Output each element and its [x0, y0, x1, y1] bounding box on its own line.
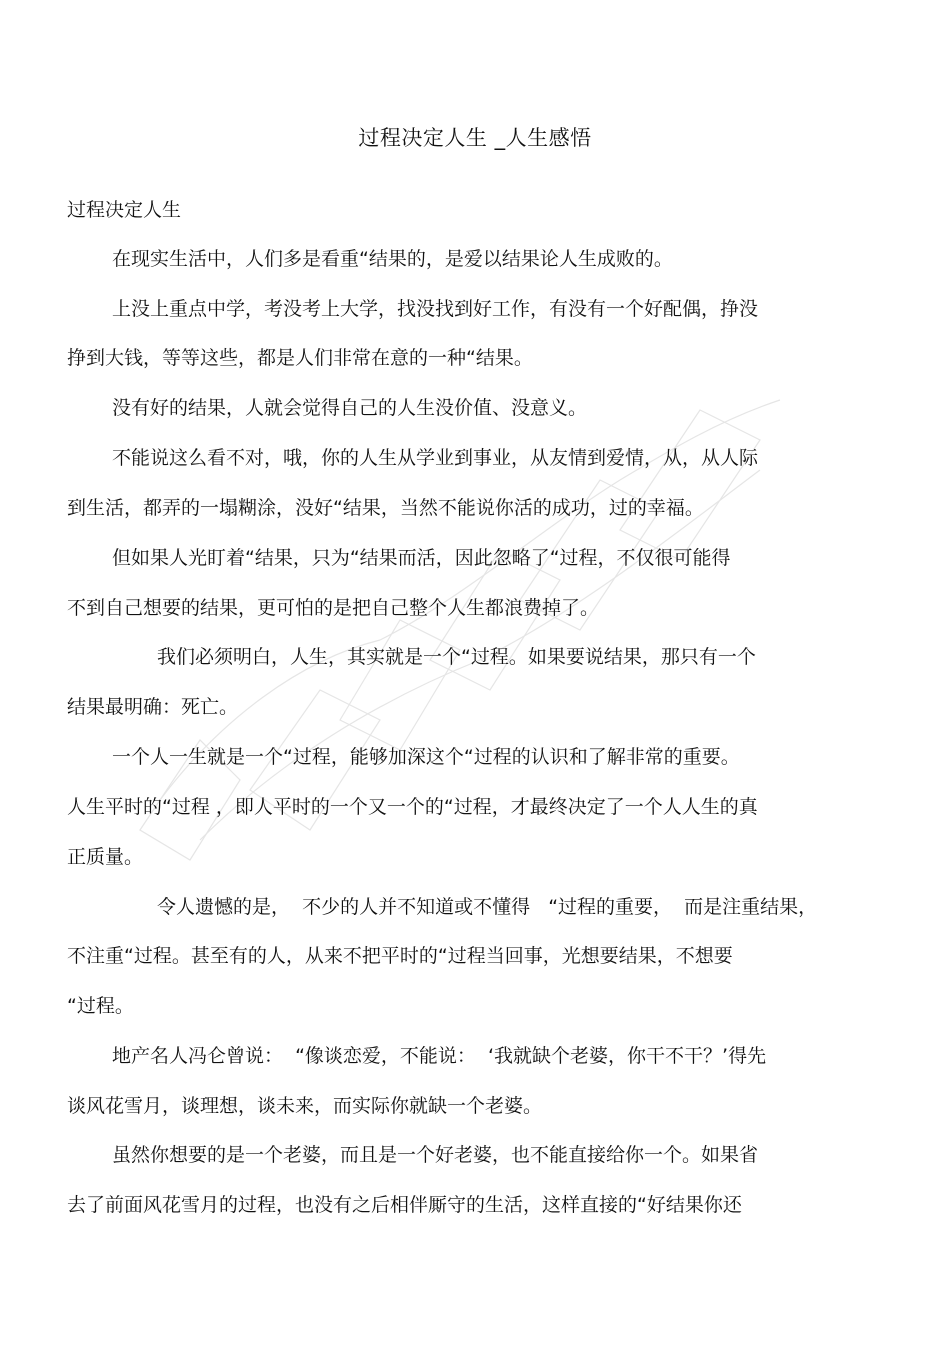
- paragraph-line: 不能说这么看不对，哦，你的人生从学业到事业，从友情到爱情，从，从人际: [112, 447, 759, 469]
- paragraph-line: 但如果人光盯着“结果，只为“结果而活，因此忽略了“过程，不仅很可能得: [112, 547, 731, 569]
- paragraph-line: “过程。: [67, 995, 134, 1017]
- paragraph-line: 虽然你想要的是一个老婆，而且是一个好老婆，也不能直接给你一个。如果省: [112, 1144, 759, 1166]
- paragraph-line: 上没上重点中学，考没考上大学，找没找到好工作，有没有一个好配偶，挣没: [112, 298, 759, 320]
- paragraph-line: 在现实生活中，人们多是看重“结果的，是爱以结果论人生成败的。: [112, 248, 673, 270]
- paragraph-line: 挣到大钱，等等这些，都是人们非常在意的一种“结果。: [67, 347, 533, 369]
- paragraph-line: 我们必须明白，人生，其实就是一个“过程。如果要说结果，那只有一个: [157, 646, 756, 668]
- paragraph-line: 去了前面风花雪月的过程，也没有之后相伴厮守的生活，这样直接的“好结果你还: [67, 1194, 742, 1216]
- paragraph-line: 地产名人冯仑曾说： “像谈恋爱，不能说： ‘我就缺个老婆，你干不干？’得先: [112, 1045, 767, 1067]
- paragraph-line: 一个人一生就是一个“过程，能够加深这个“过程的认识和了解非常的重要。: [112, 746, 740, 768]
- paragraph-line: 结果最明确：死亡。: [67, 696, 239, 718]
- paragraph-line: 谈风花雪月，谈理想，谈未来，而实际你就缺一个老婆。: [67, 1095, 543, 1117]
- paragraph-line: 令人遗憾的是， 不少的人并不知道或不懂得 “过程的重要， 而是注重结果，: [157, 896, 818, 918]
- paragraph-line: 人生平时的“过程 ，即人平时的一个又一个的“过程，才最终决定了一个人人生的真: [67, 796, 758, 818]
- paragraph-line: 正质量。: [67, 846, 144, 868]
- section-heading: 过程决定人生: [67, 199, 182, 221]
- paragraph-line: 不到自己想要的结果，更可怕的是把自己整个人生都浪费掉了。: [67, 597, 600, 619]
- document-title: 过程决定人生 _人生感悟: [358, 126, 592, 150]
- paragraph-line: 到生活，都弄的一塌糊涂，没好“结果，当然不能说你活的成功，过的幸福。: [67, 497, 704, 519]
- paragraph-line: 不注重“过程。甚至有的人，从来不把平时的“过程当回事，光想要结果，不想要: [67, 945, 733, 967]
- paragraph-line: 没有好的结果，人就会觉得自己的人生没价值、没意义。: [112, 397, 588, 419]
